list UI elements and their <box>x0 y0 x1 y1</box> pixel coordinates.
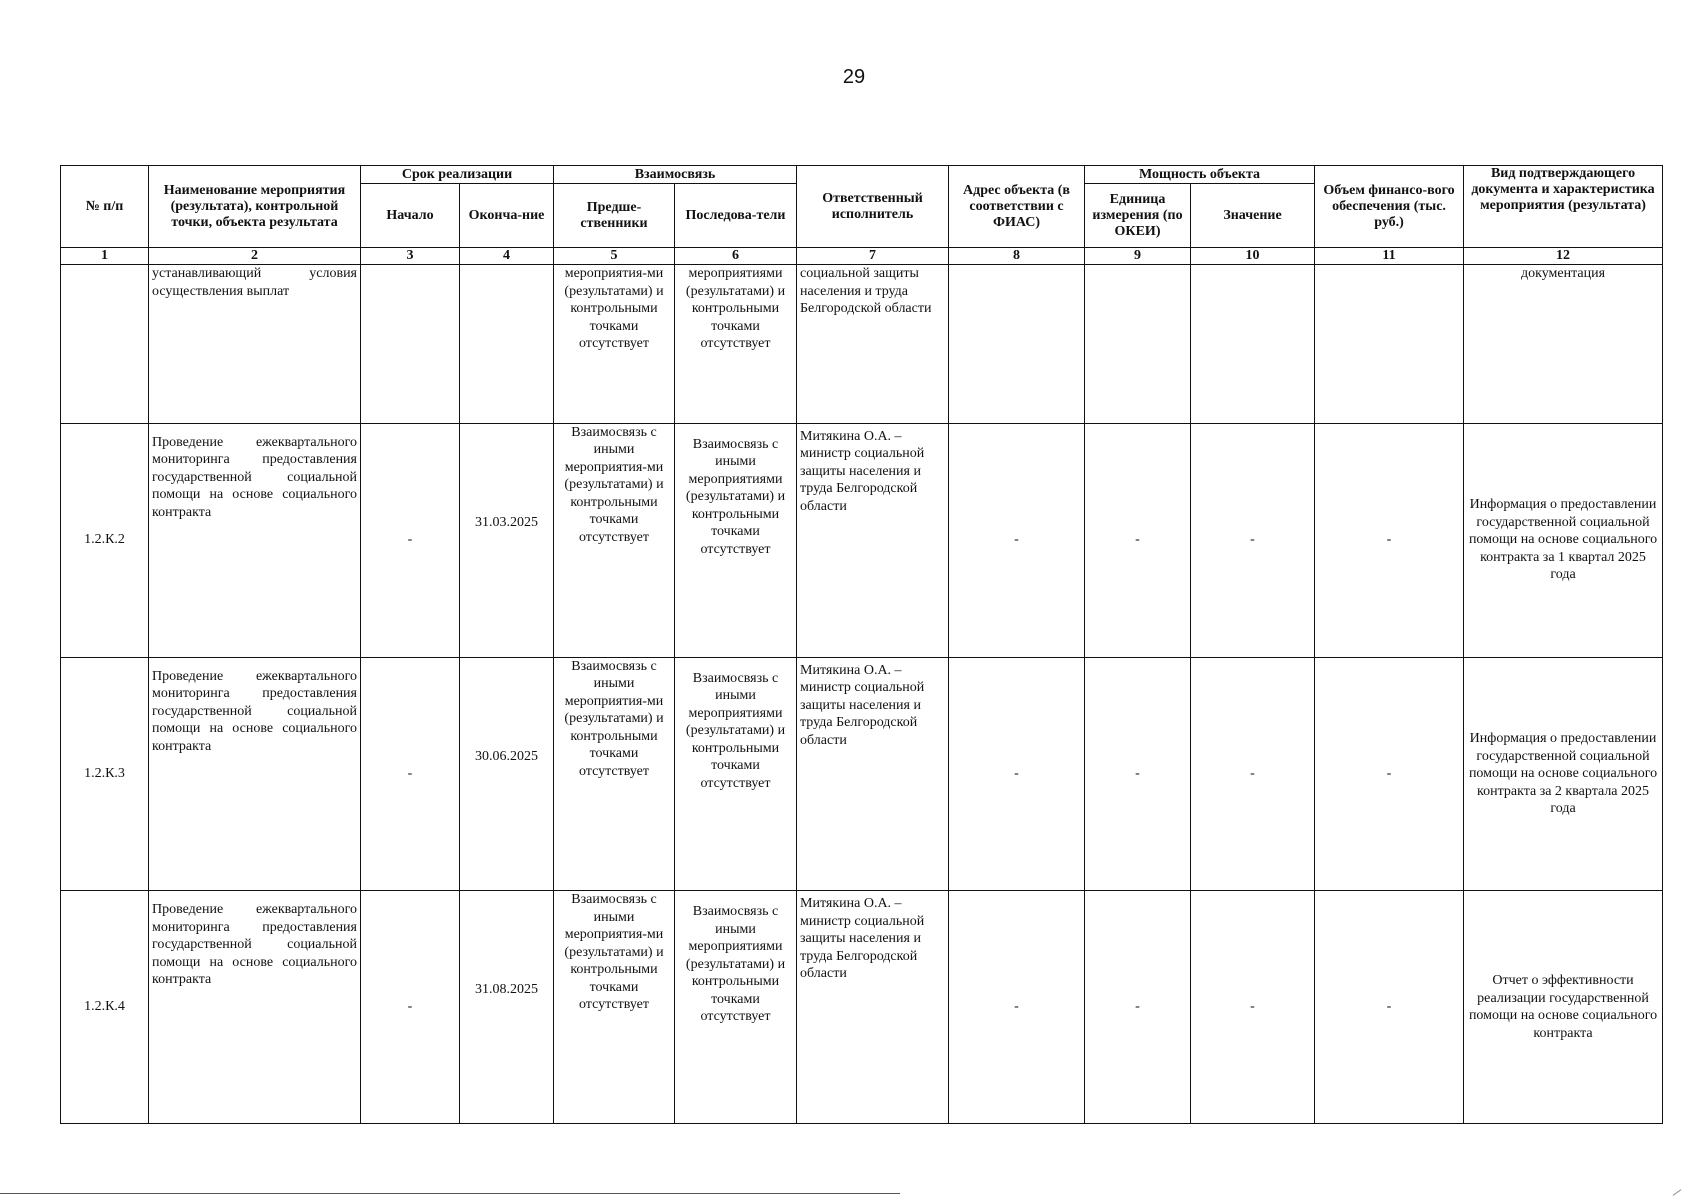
scan-corner-mark <box>1673 1189 1682 1196</box>
header-value: Значение <box>1191 184 1315 248</box>
row-end: 30.06.2025 <box>460 657 554 891</box>
row-address <box>949 265 1085 424</box>
header-name: Наименование мероприятия (результата), контрольной точки, объекта результата <box>149 166 361 248</box>
row-doc: документация <box>1464 265 1663 424</box>
header-responsible: Ответственный исполнитель <box>797 166 949 248</box>
row-doc: Отчет о эффективности реализации государственной помощи на основе социального контракта <box>1464 891 1663 1124</box>
column-number: 6 <box>675 248 797 265</box>
header-num: № п/п <box>61 166 149 248</box>
header-finance: Объем финансо-вого обеспечения (тыс. руб.) <box>1315 166 1464 248</box>
column-number: 12 <box>1464 248 1663 265</box>
page-number: 29 <box>842 66 866 88</box>
row-start: - <box>361 657 460 891</box>
row-unit: - <box>1085 423 1191 657</box>
column-number: 5 <box>554 248 675 265</box>
header-unit: Единица измерения (по ОКЕИ) <box>1085 184 1191 248</box>
header-predecessors: Предше-ственники <box>554 184 675 248</box>
header-term: Срок реализации <box>361 166 554 184</box>
row-predecessors: Взаимосвязь с иными мероприятия-ми (результатами) и контрольными точками отсутствует <box>554 423 675 657</box>
row-responsible: Митякина О.А. – министр социальной защиты населения и труда Белгородской области <box>797 891 949 1124</box>
row-finance: - <box>1315 657 1464 891</box>
column-number: 4 <box>460 248 554 265</box>
row-name: Проведение ежеквартального мониторинга предоставления государственной социальной помощи на основе социального контракта <box>149 891 361 1124</box>
row-value: - <box>1191 657 1315 891</box>
column-number: 10 <box>1191 248 1315 265</box>
row-unit: - <box>1085 891 1191 1124</box>
row-name: Проведение ежеквартального мониторинга предоставления государственной социальной помощи на основе социального контракта <box>149 423 361 657</box>
header-relation: Взаимосвязь <box>554 166 797 184</box>
table-row <box>61 657 1663 891</box>
row-num: 1.2.К.2 <box>61 423 149 657</box>
row-start <box>361 265 460 424</box>
row-doc: Информация о предоставлении государственной социальной помощи на основе социального контракта за 1 квартал 2025 года <box>1464 423 1663 657</box>
row-end <box>460 265 554 424</box>
row-doc: Информация о предоставлении государственной социальной помощи на основе социального контракта за 2 квартала 2025 года <box>1464 657 1663 891</box>
row-value: - <box>1191 423 1315 657</box>
row-start: - <box>361 423 460 657</box>
row-address: - <box>949 423 1085 657</box>
row-responsible: Митякина О.А. – министр социальной защиты населения и труда Белгородской области <box>797 657 949 891</box>
header-end: Оконча-ние <box>460 184 554 248</box>
row-value: - <box>1191 891 1315 1124</box>
header-doc-type: Вид подтверждающего документа и характеристика мероприятия (результата) <box>1464 166 1663 248</box>
row-finance: - <box>1315 891 1464 1124</box>
row-name: Проведение ежеквартального мониторинга предоставления государственной социальной помощи на основе социального контракта <box>149 657 361 891</box>
row-start: - <box>361 891 460 1124</box>
row-end: 31.08.2025 <box>460 891 554 1124</box>
row-num: 1.2.К.3 <box>61 657 149 891</box>
row-successors: Взаимосвязь с иными мероприятиями (результатами) и контрольными точками отсутствует <box>675 891 797 1124</box>
header-address: Адрес объекта (в соответствии с ФИАС) <box>949 166 1085 248</box>
row-unit <box>1085 265 1191 424</box>
row-successors: Взаимосвязь с иными мероприятиями (результатами) и контрольными точками отсутствует <box>675 657 797 891</box>
row-responsible: Митякина О.А. – министр социальной защиты населения и труда Белгородской области <box>797 423 949 657</box>
row-predecessors: мероприятия-ми (результатами) и контрольными точками отсутствует <box>554 265 675 424</box>
column-number: 7 <box>797 248 949 265</box>
table-row <box>61 423 1663 657</box>
header-successors: Последова-тели <box>675 184 797 248</box>
header-capacity: Мощность объекта <box>1085 166 1315 184</box>
header-start: Начало <box>361 184 460 248</box>
column-number: 8 <box>949 248 1085 265</box>
table-row <box>61 265 1663 424</box>
column-number: 11 <box>1315 248 1464 265</box>
column-number: 1 <box>61 248 149 265</box>
row-unit: - <box>1085 657 1191 891</box>
column-number: 3 <box>361 248 460 265</box>
row-successors: Взаимосвязь с иными мероприятиями (результатами) и контрольными точками отсутствует <box>675 423 797 657</box>
row-responsible: социальной защиты населения и труда Белгородской области <box>797 265 949 424</box>
header-row-1 <box>61 166 1663 184</box>
row-address: - <box>949 891 1085 1124</box>
row-finance <box>1315 265 1464 424</box>
column-number: 2 <box>149 248 361 265</box>
scan-bottom-line <box>0 1193 900 1194</box>
row-end: 31.03.2025 <box>460 423 554 657</box>
measures-table <box>60 165 1663 1124</box>
row-predecessors: Взаимосвязь с иными мероприятия-ми (результатами) и контрольными точками отсутствует <box>554 657 675 891</box>
column-numbers-row <box>61 248 1663 265</box>
row-predecessors: Взаимосвязь с иными мероприятия-ми (результатами) и контрольными точками отсутствует <box>554 891 675 1124</box>
table-row <box>61 891 1663 1124</box>
row-num <box>61 265 149 424</box>
row-name: устанавливающий условия осуществления выплат <box>149 265 361 424</box>
row-finance: - <box>1315 423 1464 657</box>
row-successors: мероприятиями (результатами) и контрольными точками отсутствует <box>675 265 797 424</box>
column-number: 9 <box>1085 248 1191 265</box>
row-value <box>1191 265 1315 424</box>
row-address: - <box>949 657 1085 891</box>
row-num: 1.2.К.4 <box>61 891 149 1124</box>
